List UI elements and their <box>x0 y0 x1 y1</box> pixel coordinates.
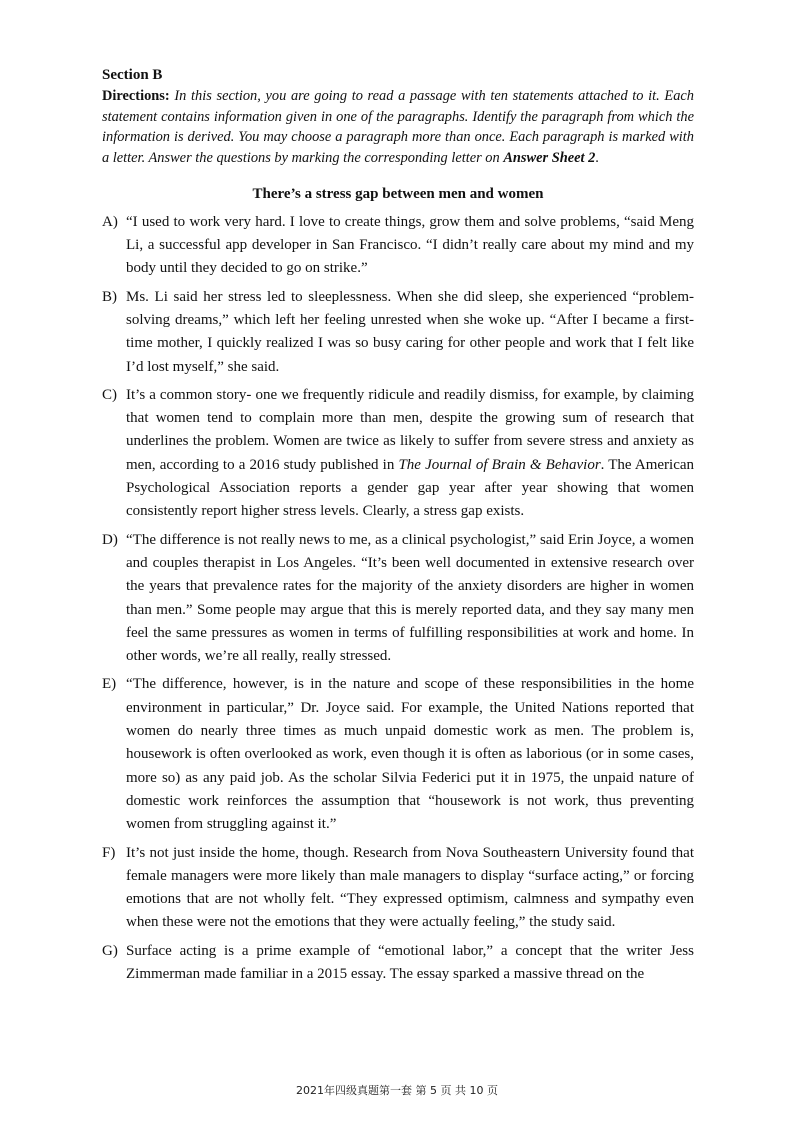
paragraph-c-text-before: It’s a common story- one we frequently ridicule and readily dismiss, for example, by claiming that women tend to complain more than men, despite the growing sum of research that underlines the problem. Women are twice as likely to suffer from severe stress and anxiety as men, according to a 2016 study published in <box>126 386 694 473</box>
paragraph-text: “The difference is not really news to me, as a clinical psychologist,” said Erin Joyce, a women and couples therapist in Los Angeles. “It’s been well documented in extensive research over the years that prevalence rates for the majority of the anxiety disorders are higher in women than men.” Some people may argue that this is merely reported data, and they say many men feel the same pressures as women in terms of fulfilling responsibilities at work and home. In other words, we’re all really, really stressed. <box>126 531 694 665</box>
paragraph-letter: B) <box>102 288 117 305</box>
paragraph-g <box>102 940 694 987</box>
page-footer: 2021年四级真题第一套 第 5 页 共 10 页 <box>296 1084 498 1097</box>
paragraph-b <box>102 286 694 379</box>
paragraph-text: Ms. Li said her stress led to sleeplessness. When she did sleep, she experienced “problem-solving dreams,” which left her feeling unrested when she woke up. “After I became a first-time mother, I quickly realized I was so busy caring for other people and work that I felt like I’d lost myself,” she said. <box>126 288 694 375</box>
paragraph-text: Surface acting is a prime example of “emotional labor,” a concept that the writer Jess Zimmerman made familiar in a 2015 essay. The essay sparked a massive thread on the <box>126 942 694 983</box>
paragraph-a <box>102 211 694 281</box>
paragraph-text: It’s not just inside the home, though. Research from Nova Southeastern University found that female managers were more likely than male managers to display “surface acting,” or forcing emotions that are not wholly felt. “They expressed optimism, calmness and sympathy even when these were not the emotions that they were actually feeling,” the study said. <box>126 844 694 931</box>
paragraph-d <box>102 529 694 669</box>
paragraph-text: “I used to work very hard. I love to create things, grow them and solve problems, “said Meng Li, a successful app developer in San Francisco. “I didn’t really care about my mind and my body until they decided to go on strike.” <box>126 213 694 277</box>
paragraph-letter: C) <box>102 386 117 403</box>
paragraph-c-text-after: . The American Psychological Association reports a gender gap year after year showing that women consistently report higher stress levels. Clearly, a stress gap exists. <box>126 456 695 520</box>
paragraph-letter: F) <box>102 844 116 861</box>
directions <box>102 86 694 169</box>
directions-text: In this section, you are going to read a passage with ten statements attached to it. Each statement contains information given in one of the paragraphs. Identify the paragraph from which the information is derived. You may choose a paragraph more than once. Each paragraph is marked with a letter. Answer the questions by marking the corresponding letter on <box>102 88 694 167</box>
article-title: There’s a stress gap between men and women <box>252 185 544 202</box>
paragraph-letter: E) <box>102 676 117 693</box>
paragraph-letter: G) <box>102 942 118 959</box>
answer-sheet-ref: Answer Sheet 2 <box>503 150 596 167</box>
directions-label: Directions: <box>102 88 170 104</box>
paragraph-letter: A) <box>102 213 118 230</box>
page-content <box>102 64 694 991</box>
paragraph-c <box>102 384 694 524</box>
paragraph-text <box>126 384 694 524</box>
directions-end: . <box>595 150 599 167</box>
journal-title: The Journal of Brain & Behavior <box>398 456 601 473</box>
paragraph-text: “The difference, however, is in the nature and scope of these responsibilities in the home environment in particular,” Dr. Joyce said. For example, the United Nations reported that women do nearly three times as much unpaid domestic work as men. The problem is, housework is often overlooked as work, even though it is often as laborious (or in some cases, more so) as any paid job. As the scholar Silvia Federici put it in 1975, the unpaid nature of domestic work reinforces the assumption that “housework is not work, thus preventing women from struggling against it.” <box>126 676 694 833</box>
paragraph-e <box>102 673 694 836</box>
section-title: Section B <box>102 67 163 83</box>
paragraph-f <box>102 842 694 935</box>
paragraph-letter: D) <box>102 531 118 548</box>
